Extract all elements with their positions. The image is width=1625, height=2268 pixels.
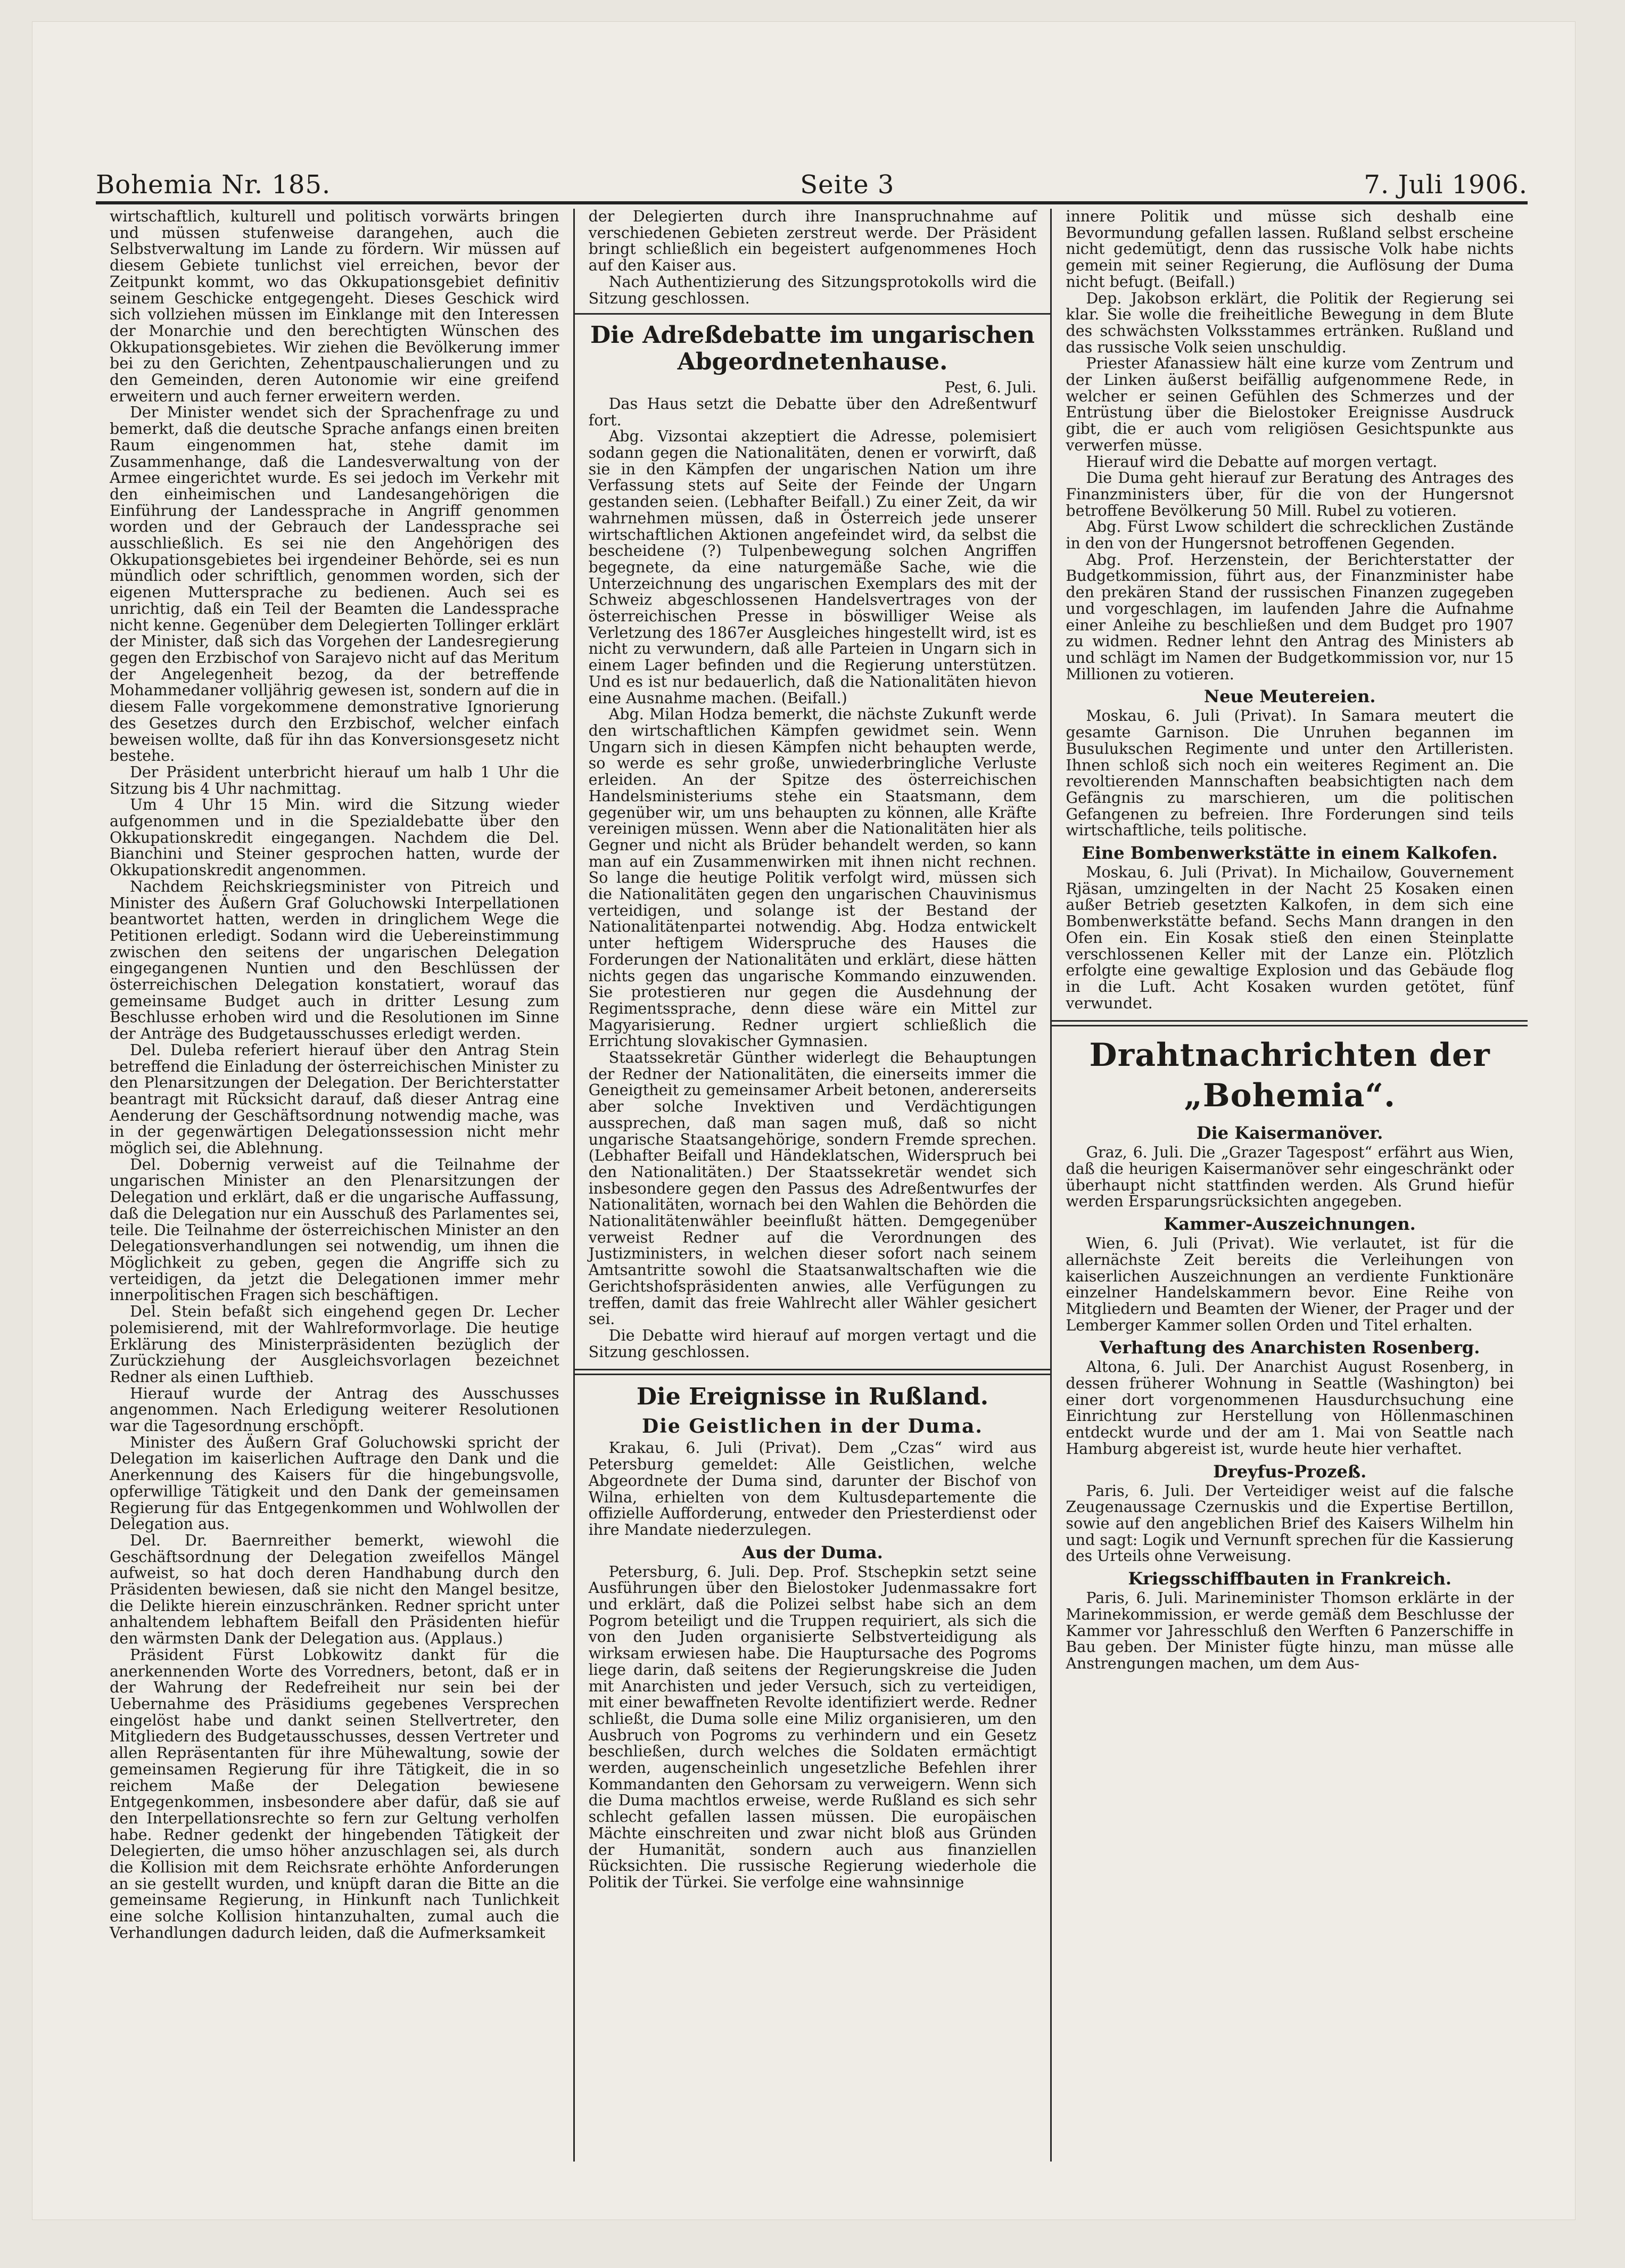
subheadline-kaisermanoever: Die Kaisermanöver. <box>1196 1123 1383 1144</box>
paragraph: Das Haus setzt die Debatte über den Adreßentwurf fort. <box>588 395 1037 429</box>
section-divider <box>1052 1020 1528 1026</box>
paragraph: Del. Dr. Baernreither bemerkt, wiewohl die Geschäftsordnung der Delegation zweifellos Mängel aufweist, so hat doch deren Handhabung durch den Präsidenten bewiesen, daß sie nicht den Mangel besitze, die Delikte hierein einzuschränken. Redner spricht unter anhaltendem lebhaftem Beifall den Präsidenten hiefür den wärmsten Dank der Delegation aus. (Applaus.) <box>110 1531 559 1648</box>
paragraph: Präsident Fürst Lobkowitz dankt für die anerkennenden Worte des Vorredners, betont, daß er in der Wahrung der Redefreiheit nur sein bei der Uebernahme des Präsidiums gegebenes Versprechen eingelöst habe und dankt seinen Stellvertreter, den Mitgliedern des Budgetausschusses, dessen Vertreter und allen Repräsentanten für ihre Mühewaltung, sowie der gemeinsamen Regierung für ihre Tätigkeit, die in so reichem Maße der Delegation bewiesene Entgegenkommen, insbesondere aber dafür, daß sie auf den Interpellationsrechte so fern zur Geltung verholfen habe. Redner gedenkt der hingebenden Tätigkeit der Delegierten, die umso höher anzuschlagen sei, als durch die Kollision mit dem Reichsrate erhöhte Anforderungen an sie gestellt wurden, und knüpft daran die Bitte an die gemeinsame Regierung, in Hinkunft nach Tunlichkeit eine solche Kollision hintanzuhalten, zumal auch die Verhandlungen dadurch leiden, daß die Aufmerksamkeit <box>110 1646 559 1942</box>
paragraph: Nachdem Reichskriegsminister von Pitreich und Minister des Äußern Graf Goluchowski Interpellationen beantwortet hatten, werden in dringlichem Wege die Petitionen erledigt. Sodann wird die Uebereinstimmung zwischen den seitens der ungarischen Delegation eingegangenen Nuntien und den Beschlüssen der österreichischen Delegation konstatiert, worauf das gemeinsame Budget auch in dritter Lesung zum Beschlusse erhoben wird und die Resolutionen im Sinne der Anträge des Budgetausschusses erledigt werden. <box>110 877 559 1043</box>
page-header <box>96 152 1528 200</box>
paragraph: Paris, 6. Juli. Marineminister Thomson erklärte in der Marinekommission, er werde gemäß dem Beschlusse der Kammer vor Jahresschluß den Werften 6 Panzerschiffe in Bau geben. Der Minister fügte hinzu, man müsse alle Anstrengungen machen, um dem Aus- <box>1066 1589 1514 1672</box>
paragraph: Priester Afanassiew hält eine kurze vom Zentrum und der Linken äußerst beifällig aufgenommene Rede, in welcher er seinen Gefühlen des Schmerzes und der Entrüstung über die Bielostoker Ereignisse Ausdruck gibt, die er auch vom religiösen Gesichtspunkte aus verwerfen müsse. <box>1066 355 1514 454</box>
subheadline-duma: Aus der Duma. <box>742 1542 883 1563</box>
subheadline-bombenwerkstaette: Eine Bombenwerkstätte in einem Kalkofen. <box>1082 843 1498 864</box>
subheadline-meutereien: Neue Meutereien. <box>1203 686 1376 707</box>
paragraph: Wien, 6. Juli (Privat). Wie verlautet, ist für die allernächste Zeit bereits die Verleihungen von kaiserlichen Auszeichnungen an verdiente Funktionäre einzelner Handelskammern bevor. Eine Reihe von Mitgliedern und Beamten der Wiener, der Prager und der Lemberger Kammer sollen Orden und Titel erhalten. <box>1066 1235 1514 1334</box>
dateline: Pest, 6. Juli. <box>945 379 1037 397</box>
paragraph: Dep. Jakobson erklärt, die Politik der Regierung sei klar. Sie wolle die freiheitliche Bewegung in dem Blute des schwächsten Volksstammes ertränken. Rußland und das russische Volk seien unschuldig. <box>1066 289 1514 356</box>
paragraph: innere Politik und müsse sich deshalb eine Bevormundung gefallen lassen. Rußland selbst erscheine nicht gedemütigt, denn das russische Volk habe nichts gemein mit seiner Regierung, die Auflösung der Duma nicht befugt. (Beifall.) <box>1066 209 1514 291</box>
column-3 <box>1050 209 1528 2162</box>
subheadline-geistlichen: Die Geistlichen in der Duma. <box>642 1415 983 1438</box>
paragraph: der Delegierten durch ihre Inanspruchnahme auf verschiedenen Gebieten zerstreut werde. Der Präsident bringt schließlich ein begeistert aufgenommenes Hoch auf den Kaiser aus. <box>588 209 1037 275</box>
headline-adressdebatte: Die Adreßdebatte im ungarischen Abgeordnetenhause. <box>590 322 1035 376</box>
paragraph: Hierauf wurde der Antrag des Ausschusses angenommen. Nach Erledigung weiterer Resolutionen war die Tagesordnung erschöpft. <box>110 1384 559 1435</box>
section-divider <box>575 1369 1051 1375</box>
paragraph: Paris, 6. Juli. Der Verteidiger weist auf die falsche Zeugenaussage Czernuskis und die Expertise Bertillon, sowie auf den angeblichen Brief des Kaisers Wilhelm hin und sagt: Logik und Vernunft sprechen für die Kassierung des Urteils ohne Verweisung. <box>1066 1482 1514 1565</box>
columns <box>96 209 1528 2162</box>
paragraph: Krakau, 6. Juli (Privat). Dem „Czas“ wird aus Petersburg gemeldet: Alle Geistlichen, welche Abgeordnete der Duma sind, darunter der Bischof von Wilna, erhielten von dem Kultusdepartemente die offizielle Aufforderung, entweder den Priesterdienst oder ihre Mandate niederzulegen. <box>588 1439 1037 1539</box>
section-divider <box>575 313 1051 315</box>
paragraph: Graz, 6. Juli. Die „Grazer Tagespost“ erfährt aus Wien, daß die heurigen Kaisermanöver sehr eingeschränkt oder überhaupt nicht stattfinden werden. Als Grund hiefür werden Ersparungsrücksichten angegeben. <box>1066 1144 1514 1211</box>
paragraph: Staatssekretär Günther widerlegt die Behauptungen der Redner der Nationalitäten, die einerseits immer die Geneigtheit zu gemeinsamer Arbeit betonen, andererseits aber solche Invektiven und Verdächtigungen aussprechen, daß man sagen muß, daß so nicht ungarische Staatsangehörige, sondern Fremde sprechen. (Lebhafter Beifall und Händeklatschen, Widerspruch bei den Nationalitäten.) Der Staatssekretär wendet sich insbesondere gegen den Passus des Adreßentwurfes der Nationalitäten, wornach bei den Wahlen die Behörden die Nationalitätenwähler beeinflußt hätten. Demgegenüber verweist Redner auf die Verordnungen des Justizministers, in welchen dieser sofort nach seinem Amtsantritte sowohl die Staatsanwaltschaften wie die Gerichtshofspräsidenten anwies, alle Verfügungen zu treffen, damit das freie Wahlrecht aller Wähler gesichert sei. <box>588 1049 1037 1328</box>
paragraph: Del. Dobernig verweist auf die Teilnahme der ungarischen Minister an den Plenarsitzungen der Delegation und erklärt, daß er die ungarische Auffassung, daß die Delegation nur ein Ausschuß des Parlamentes sei, teile. Die Teilnahme der österreichischen Minister an den Delegationsverhandlungen sei notwendig, um ihnen die Möglichkeit zu geben, gegen die Angriffe sich zu verteidigen, da jetzt die Delegationen immer mehr innerpolitischen Fragen sich beschäftigen. <box>110 1155 559 1304</box>
column-2 <box>573 209 1051 2162</box>
newspaper-page <box>32 21 1575 2220</box>
paragraph: Die Debatte wird hierauf auf morgen vertagt und die Sitzung geschlossen. <box>588 1327 1037 1361</box>
paragraph: Moskau, 6. Juli (Privat). In Samara meutert die gesamte Garnison. Die Unruhen begannen im Busulukschen Regimente und unter den Artilleristen. Ihnen schloß sich noch ein weiteres Regiment an. Die revoltierenden Mannschaften beabsichtigten nach dem Gefängnis zu marschieren, um die politischen Gefangenen zu befreien. Ihre Forderungen sind teils wirtschaftliche, teils politische. <box>1066 707 1514 840</box>
page-number: Seite 3 <box>800 170 895 200</box>
subheadline-dreyfus: Dreyfus-Prozeß. <box>1213 1461 1367 1482</box>
issue-date: 7. Juli 1906. <box>1364 170 1528 200</box>
paragraph: Um 4 Uhr 15 Min. wird die Sitzung wieder aufgenommen und in die Spezialdebatte über den Okkupationskredit eingegangen. Nachdem die Del. Bianchini und Steiner gesprochen hatten, wurde der Okkupationskredit angenommen. <box>110 796 559 880</box>
subheadline-kammer: Kammer-Auszeichnungen. <box>1164 1214 1416 1235</box>
paragraph: Abg. Prof. Herzenstein, der Berichterstatter der Budgetkommission, führt aus, der Finanzminister habe den prekären Stand der russischen Finanzen zugegeben und vorgeschlagen, im laufenden Jahre die Aufnahme einer Anleihe zu beschließen und dem Budget pro 1907 zu widmen. Redner lehnt den Antrag des Ministers ab und schlägt im Namen der Budgetkommission vor, nur 15 Millionen zu votieren. <box>1066 550 1514 683</box>
issue-number: Bohemia Nr. 185. <box>96 170 331 200</box>
paragraph: Die Duma geht hierauf zur Beratung des Antrages des Finanzministers über, für die von der Hungersnot betroffene Bevölkerung 50 Mill. Rubel zu votieren. <box>1066 469 1514 520</box>
paragraph: Minister des Äußern Graf Goluchowski spricht der Delegation im kaiserlichen Auftrage den Dank und die Anerkennung des Kaisers für die hingebungsvolle, opferwillige Tätigkeit und den Dank der gemeinsamen Regierung für das Entgegenkommen und Wohlwollen der Delegation aus. <box>110 1433 559 1533</box>
paragraph: Altona, 6. Juli. Der Anarchist August Rosenberg, in dessen früherer Wohnung in Seattle (Washington) bei einer dort vorgenommenen Hausdurchsuchung eine Einrichtung zur Herstellung von Höllenmaschinen entdeckt wurde und der am 1. Mai von Seattle nach Hamburg abgereist ist, wurde heute hier verhaftet. <box>1066 1358 1514 1458</box>
paragraph: Der Präsident unterbricht hierauf um halb 1 Uhr die Sitzung bis 4 Uhr nachmittag. <box>110 763 559 798</box>
paragraph: Del. Duleba referiert hierauf über den Antrag Stein betreffend die Einladung der österreichischen Minister zu den Plenarsitzungen der Delegation. Der Berichterstatter beantragt mit Rücksicht darauf, daß dieser Antrag eine Aenderung der Geschäftsordnung notwendig mache, was in der gegenwärtigen Delegationssession nicht mehr möglich sei, die Ablehnung. <box>110 1041 559 1157</box>
paragraph: Moskau, 6. Juli (Privat). In Michailow, Gouvernement Rjäsan, umzingelten in der Nacht 25 Kosaken einen außer Betrieb gesetzten Kalkofen, in dem sich eine Bombenwerkstätte befand. Sechs Mann drangen in den Ofen ein. Ein Kosak stieß den einen Steinplatte verschlossenen Keller mit der Lanze ein. Plötzlich erfolgte eine gewaltige Explosion und das Gebäude flog in die Luft. Acht Kosaken wurden getötet, fünf verwundet. <box>1066 864 1514 1012</box>
paragraph: Der Minister wendet sich der Sprachenfrage zu und bemerkt, daß die deutsche Sprache anfangs einen breiten Raum eingenommen hat, stehe damit im Zusammenhange, daß die Landesverwaltung von der Armee eingerichtet wurde. Es sei jedoch im Verkehr mit den einheimischen und Landesangehörigen die Einführung der Landessprache in Angriff genommen worden und der Gebrauch der Landessprache sei ausschließlich. Es sei nie den Angehörigen des Okkupationsgebietes bei irgendeiner Behörde, sei es nun mündlich oder schriftlich, genommen worden, sich der eigenen Muttersprache zu bedienen. Auch sei es unrichtig, daß ein Teil der Beamten die Landessprache nicht kenne. Gegenüber dem Delegierten Tollinger erklärt der Minister, daß sich das Vorgehen der Landesregierung gegen den Erzbischof von Sarajevo nicht auf das Meritum der Angelegenheit bezog, da der betreffende Mohammedaner volljährig gewesen ist, sondern auf die in diesem Falle vorgekommene demonstrative Ignorierung des Gesetzes durch den Erzbischof, welcher einfach beweisen wollte, daß für ihn das Konversionsgesetz nicht bestehe. <box>110 404 559 765</box>
subheadline-verhaftung: Verhaftung des Anarchisten Rosenberg. <box>1099 1337 1480 1358</box>
header-rule <box>96 201 1528 204</box>
column-1 <box>96 209 573 2162</box>
paragraph: Abg. Vizsontai akzeptiert die Adresse, polemisiert sodann gegen die Nationalitäten, denen er vorwirft, daß sie in den Kämpfen der ungarischen Nation um ihre Verfassung stets auf Seite der Feinde der Ungarn gestanden seien. (Lebhafter Beifall.) Zu einer Zeit, da wir wahrnehmen müssen, daß in Österreich jede unserer wirtschaftlichen Aktionen angefeindet wird, da selbst die bescheidene (?) Tulpenbewegung solchen Angriffen begegnete, da eine naturgemäße Sache, wie die Unterzeichnung des ungarischen Exemplars des mit der Schweiz abgeschlossenen Handelsvertrages von der österreichischen Presse in böswilliger Weise als Verletzung des 1867er Ausgleiches hingestellt wird, ist es nicht zu verwundern, daß alle Parteien in Ungarn sich in einem Lager befinden und die Regierung unterstützen. Und es ist nur bedauerlich, daß die Nationalitäten hievon eine Ausnahme machen. (Beifall.) <box>588 428 1037 707</box>
paragraph: Nach Authentizierung des Sitzungsprotokolls wird die Sitzung geschlossen. <box>588 273 1037 307</box>
headline-drahtnachrichten: Drahtnachrichten der „Bohemia“. <box>1089 1037 1490 1115</box>
paragraph: Hierauf wird die Debatte auf morgen vertagt. <box>1086 453 1438 471</box>
paragraph: Abg. Milan Hodza bemerkt, die nächste Zukunft werde den wirtschaftlichen Kämpfen gewidmet sein. Wenn Ungarn sich in diesen Kämpfen nicht behaupten werde, so werde es sehr große, unwiederbringliche Verluste erleiden. An der Spitze des österreichischen Handelsministeriums stehe ein Staatsmann, dem gegenüber wir, um uns behaupten zu können, alle Kräfte vereinigen müssen. Wenn aber die Nationalitäten hier als Gegner und nicht als Brüder behandelt werden, so kann man auf ein Zusammenwirken mit ihnen nicht rechnen. So lange die heutige Politik verfolgt wird, müssen sich die Nationalitäten gegen den ungarischen Chauvinismus verteidigen, und solange ist der Bestand der Nationalitätenpartei notwendig. Abg. Hodza entwickelt unter heftigem Widerspruche des Hauses die Forderungen der Nationalitäten und erklärt, diese hätten nichts gegen das ungarische Kommando einzuwenden. Sie protestieren nur gegen die Ausdehnung der Regimentssprache, denn diese wäre ein Mittel zur Magyarisierung. Redner urgiert schließlich die Errichtung slovakischer Gymnasien. <box>588 705 1037 1050</box>
headline-russland: Die Ereignisse in Rußland. <box>636 1383 989 1411</box>
paragraph: wirtschaftlich, kulturell und politisch vorwärts bringen und müssen stufenweise darangehen, auch die Selbstverwaltung im Lande zu fördern. Wir müssen auf diesem Gebiete tunlichst viel erreichen, bevor der Zeitpunkt kommt, wo das Okkupationsgebiet definitiv seinem Geschicke entgegengeht. Dieses Geschick wird sich vollziehen müssen im Einklange mit den Interessen der Monarchie und den berechtigten Wünschen des Okkupationsgebietes. Wir ziehen die Bevölkerung immer bei zu den Gerichten, Zehentpauschalierungen und zu den Gemeinden, deren Autonomie wir eine greifend erweitern und auch ferner erweitern werden. <box>110 209 559 405</box>
subheadline-kriegsschiffbauten: Kriegsschiffbauten in Frankreich. <box>1128 1568 1452 1589</box>
paragraph: Del. Stein befaßt sich eingehend gegen Dr. Lecher polemisierend, mit der Wahlreformvorlage. Die heutige Erklärung des Ministerpräsidenten bezüglich der Zurückziehung der Ausgleichsvorlagen bezeichnet Redner als einen Lufthieb. <box>110 1303 559 1386</box>
paragraph: Petersburg, 6. Juli. Dep. Prof. Stschepkin setzt seine Ausführungen über den Bielostoker Judenmassakre fort und erklärt, daß die Polizei selbst habe sich an dem Pogrom beteiligt und die Truppen requiriert, als sich die von den Juden organisierte Selbstverteidigung als wirksam erwiesen habe. Die Hauptursache des Pogroms liege darin, daß seitens der Regierungskreise die Juden mit Anarchisten und jeder Versuch, sich zu verteidigen, mit einer bewaffneten Revolte identifiziert werde. Redner schließt, die Duma solle eine Miliz organisieren, um den Ausbruch von Pogroms zu verhindern und ein Gesetz beschließen, durch welches die Soldaten ermächtigt werden, augenscheinlich ungesetzliche Befehlen ihrer Kommandanten den Gehorsam zu verweigern. Wenn sich die Duma machtlos erweise, werde Rußland es sich sehr schlecht gefallen lassen müssen. Die europäischen Mächte einschreiten und zwar nicht bloß aus Gründen der Humanität, sondern auch aus finanziellen Rücksichten. Die russische Regierung wiederhole die Politik der Türkei. Sie verfolge eine wahnsinnige <box>588 1563 1037 1891</box>
paragraph: Abg. Fürst Lwow schildert die schrecklichen Zustände in den von der Hungersnot betroffenen Gegenden. <box>1066 518 1514 553</box>
